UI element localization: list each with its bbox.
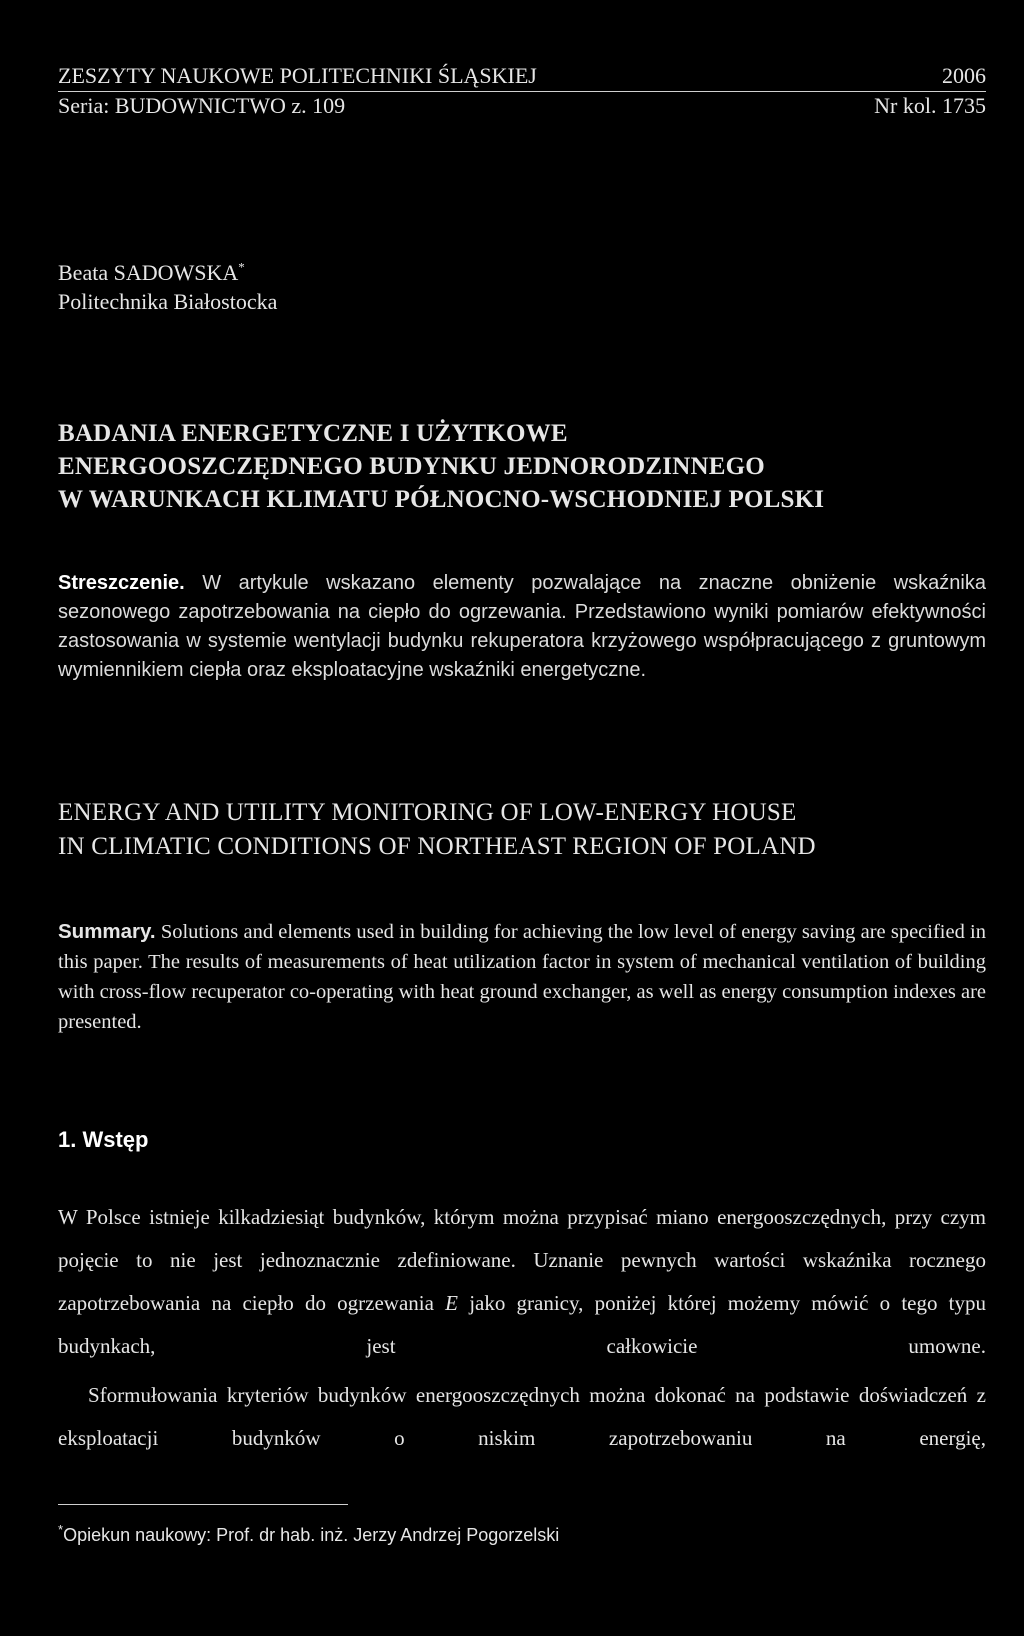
footnote-marker: * [58,1522,64,1537]
title-en-line2: IN CLIMATIC CONDITIONS OF NORTHEAST REGION OF POLAND [58,833,816,860]
journal-number: Nr kol. 1735 [874,93,986,118]
footnote [58,1523,559,1547]
journal-series: Seria: BUDOWNICTWO z. 109 [58,93,346,118]
summary-label: Summary. [58,920,156,943]
footnote-rule [58,1504,348,1505]
journal-name: ZESZYTY NAUKOWE POLITECHNIKI ŚLĄSKIEJ [58,63,537,88]
title-pl-line3: W WARUNKACH KLIMATU PÓŁNOCNO-WSCHODNIEJ POLSKI [58,486,825,513]
journal-year: 2006 [942,63,986,88]
intro-paragraph-2: Sformułowania kryteriów budynków energooszczędnych można dokonać na podstawie doświadczeń z eksploatacji budynków o niskim zapotrzebowaniu na energię, [58,1383,986,1450]
author-affiliation: Politechnika Białostocka [58,289,278,314]
symbol-e: E [445,1291,458,1315]
abstract-pl [58,569,986,685]
intro-paragraph-1 [58,1196,986,1368]
title-en-line1: ENERGY AND UTILITY MONITORING OF LOW-ENERGY HOUSE [58,799,797,826]
summary-en [58,917,986,1037]
footnote-text: Opiekun naukowy: Prof. dr hab. inż. Jerzy Andrzej Pogorzelski [63,1525,560,1545]
title-pl-line1: BADANIA ENERGETYCZNE I UŻYTKOWE [58,420,568,447]
author-footnote-marker: * [238,259,245,275]
paper-page [58,0,986,1636]
abstract-label: Streszczenie. [58,572,185,594]
running-header-top [58,62,986,90]
title-pl-line2: ENERGOOSZCZĘDNEGO BUDYNKU JEDNORODZINNEGO [58,453,765,480]
abstract-text: W artykule wskazano elementy pozwalające na znaczne obniżenie wskaźnika sezonowego zapotrzebowania na ciepło do ogrzewania. Przedstawiono wyniki pomiarów efektywności zastosowania w systemie wentylacji budynku rekuperatora krzyżowego współpracującego z gruntowym wymiennikiem ciepła oraz eksploatacyjne wskaźniki energetyczne. [58,572,986,681]
running-header-bottom [58,92,986,120]
summary-text: Solutions and elements used in building for achieving the low level of energy saving are specified in this paper. The results of measurements of heat utilization factor in system of mechanical ventilation of building with cross-flow recuperator co-operating with heat ground exchanger, as well as energy consumption indexes are presented. [58,921,986,1033]
intro-text-end: jako granicy, poniżej której możemy mówić o tego typu budynkach, jest całkowicie umowne. [58,1291,987,1358]
section-heading: 1. Wstęp [58,1127,149,1152]
author-name: Beata SADOWSKA* [58,259,245,285]
intro-text: W Polsce istnieje kilkadziesiąt budynków, którym można przypisać miano energooszczędnych, przy czym pojęcie to nie jest jednoznacznie zdefiniowane. Uznanie pewnych wartości wskaźnika rocznego zapotrzebowania na ciepło do ogrzewania [58,1205,986,1315]
